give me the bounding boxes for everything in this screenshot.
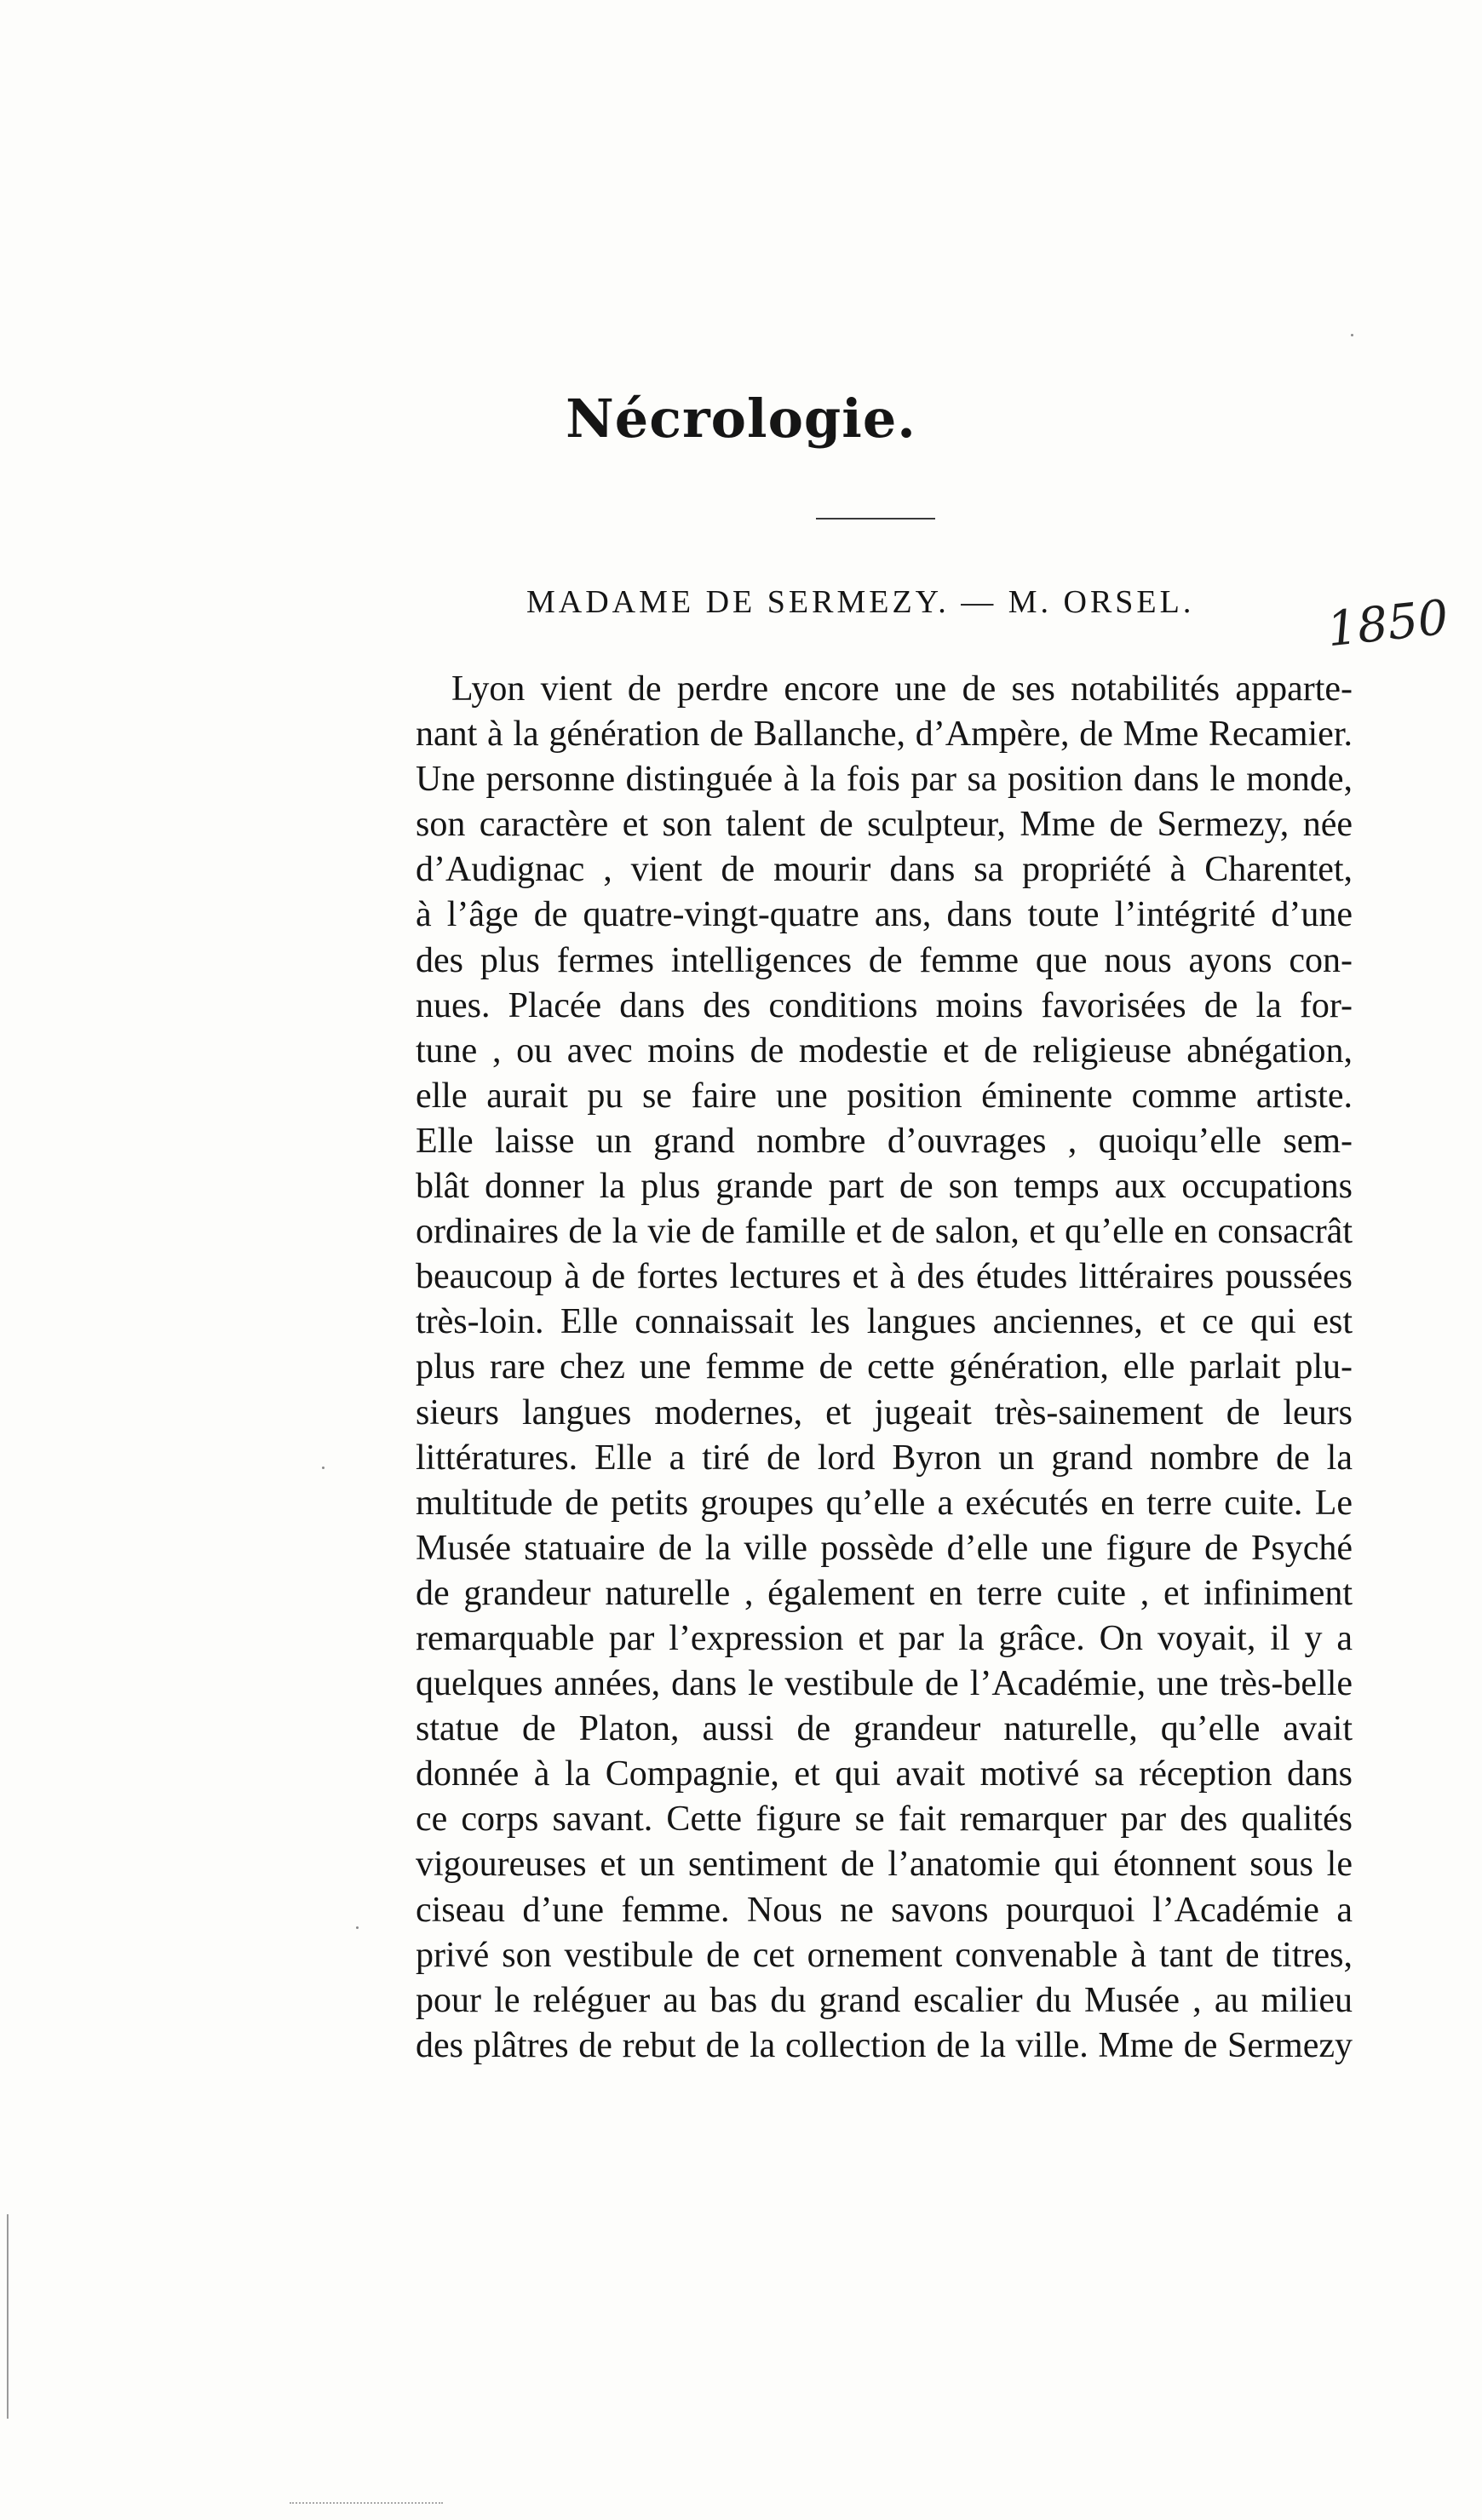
- body-line: quelques années, dans le vestibule de l’Académie, une très-belle: [416, 1664, 1353, 1704]
- scan-foot-mark: [290, 2502, 443, 2506]
- body-line: statue de Platon, aussi de grandeur naturelle, qu’elle avait: [416, 1709, 1353, 1749]
- body-line: nues. Placée dans des conditions moins favorisées de la for-: [416, 985, 1353, 1025]
- body-line: plus rare chez une femme de cette génération, elle parlait plu-: [416, 1347, 1353, 1387]
- handwritten-year-annotation: 1850: [1324, 589, 1451, 658]
- article-heading: MADAME DE SERMEZY. — M. ORSEL.: [526, 584, 1195, 620]
- scan-speck: [356, 1926, 359, 1929]
- body-line: sieurs langues modernes, et jugeait très-sainement de leurs: [416, 1392, 1353, 1432]
- body-line: son caractère et son talent de sculpteur, Mme de Sermezy, née: [416, 805, 1353, 845]
- body-line: tune , ou avec moins de modestie et de religieuse abnégation,: [416, 1030, 1353, 1071]
- body-line: beaucoup à de fortes lectures et à des études littéraires poussées: [416, 1257, 1353, 1297]
- body-line: à l’âge de quatre-vingt-quatre ans, dans toute l’intégrité d’une: [416, 895, 1353, 935]
- body-line: pour le reléguer au bas du grand escalier du Musée , au milieu: [416, 1980, 1353, 2020]
- body-line: donnée à la Compagnie, et qui avait motivé sa réception dans: [416, 1754, 1353, 1794]
- body-line: de grandeur naturelle , également en terre cuite , et infiniment: [416, 1573, 1353, 1613]
- body-line: Une personne distinguée à la fois par sa position dans le monde,: [416, 760, 1353, 800]
- body-line: d’Audignac , vient de mourir dans sa propriété à Charentet,: [416, 850, 1353, 890]
- article-body: [416, 667, 1353, 2069]
- body-line: des plâtres de rebut de la collection de la ville. Mme de Sermezy: [416, 2025, 1353, 2065]
- body-line: littératures. Elle a tiré de lord Byron un grand nombre de la: [416, 1438, 1353, 1478]
- scan-speck: [1351, 334, 1353, 336]
- body-line: Elle laisse un grand nombre d’ouvrages , quoiqu’elle sem-: [416, 1121, 1353, 1161]
- scan-gutter-mark: [7, 2214, 9, 2419]
- section-title: Nécrologie.: [566, 387, 916, 450]
- body-line: elle aurait pu se faire une position éminente comme artiste.: [416, 1076, 1353, 1116]
- body-line: Lyon vient de perdre encore une de ses notabilités apparte-: [451, 669, 1353, 709]
- body-line: vigoureuses et un sentiment de l’anatomie qui étonnent sous le: [416, 1845, 1353, 1885]
- body-line: blât donner la plus grande part de son temps aux occupations: [416, 1167, 1353, 1207]
- body-line: très-loin. Elle connaissait les langues anciennes, et ce qui est: [416, 1302, 1353, 1342]
- body-line: ce corps savant. Cette figure se fait remarquer par des qualités: [416, 1800, 1353, 1840]
- title-divider: [816, 518, 935, 519]
- body-line: Musée statuaire de la ville possède d’elle une figure de Psyché: [416, 1528, 1353, 1568]
- body-line: remarquable par l’expression et par la grâce. On voyait, il y a: [416, 1618, 1353, 1658]
- body-line: ordinaires de la vie de famille et de salon, et qu’elle en consacrât: [416, 1212, 1353, 1252]
- body-line: des plus fermes intelligences de femme que nous ayons con-: [416, 940, 1353, 980]
- body-line: multitude de petits groupes qu’elle a exécutés en terre cuite. Le: [416, 1483, 1353, 1523]
- scan-speck: [322, 1467, 325, 1469]
- body-line: ciseau d’une femme. Nous ne savons pourquoi l’Académie a: [416, 1890, 1353, 1930]
- body-line: privé son vestibule de cet ornement convenable à tant de titres,: [416, 1935, 1353, 1975]
- body-line: nant à la génération de Ballanche, d’Ampère, de Mme Recamier.: [416, 715, 1353, 755]
